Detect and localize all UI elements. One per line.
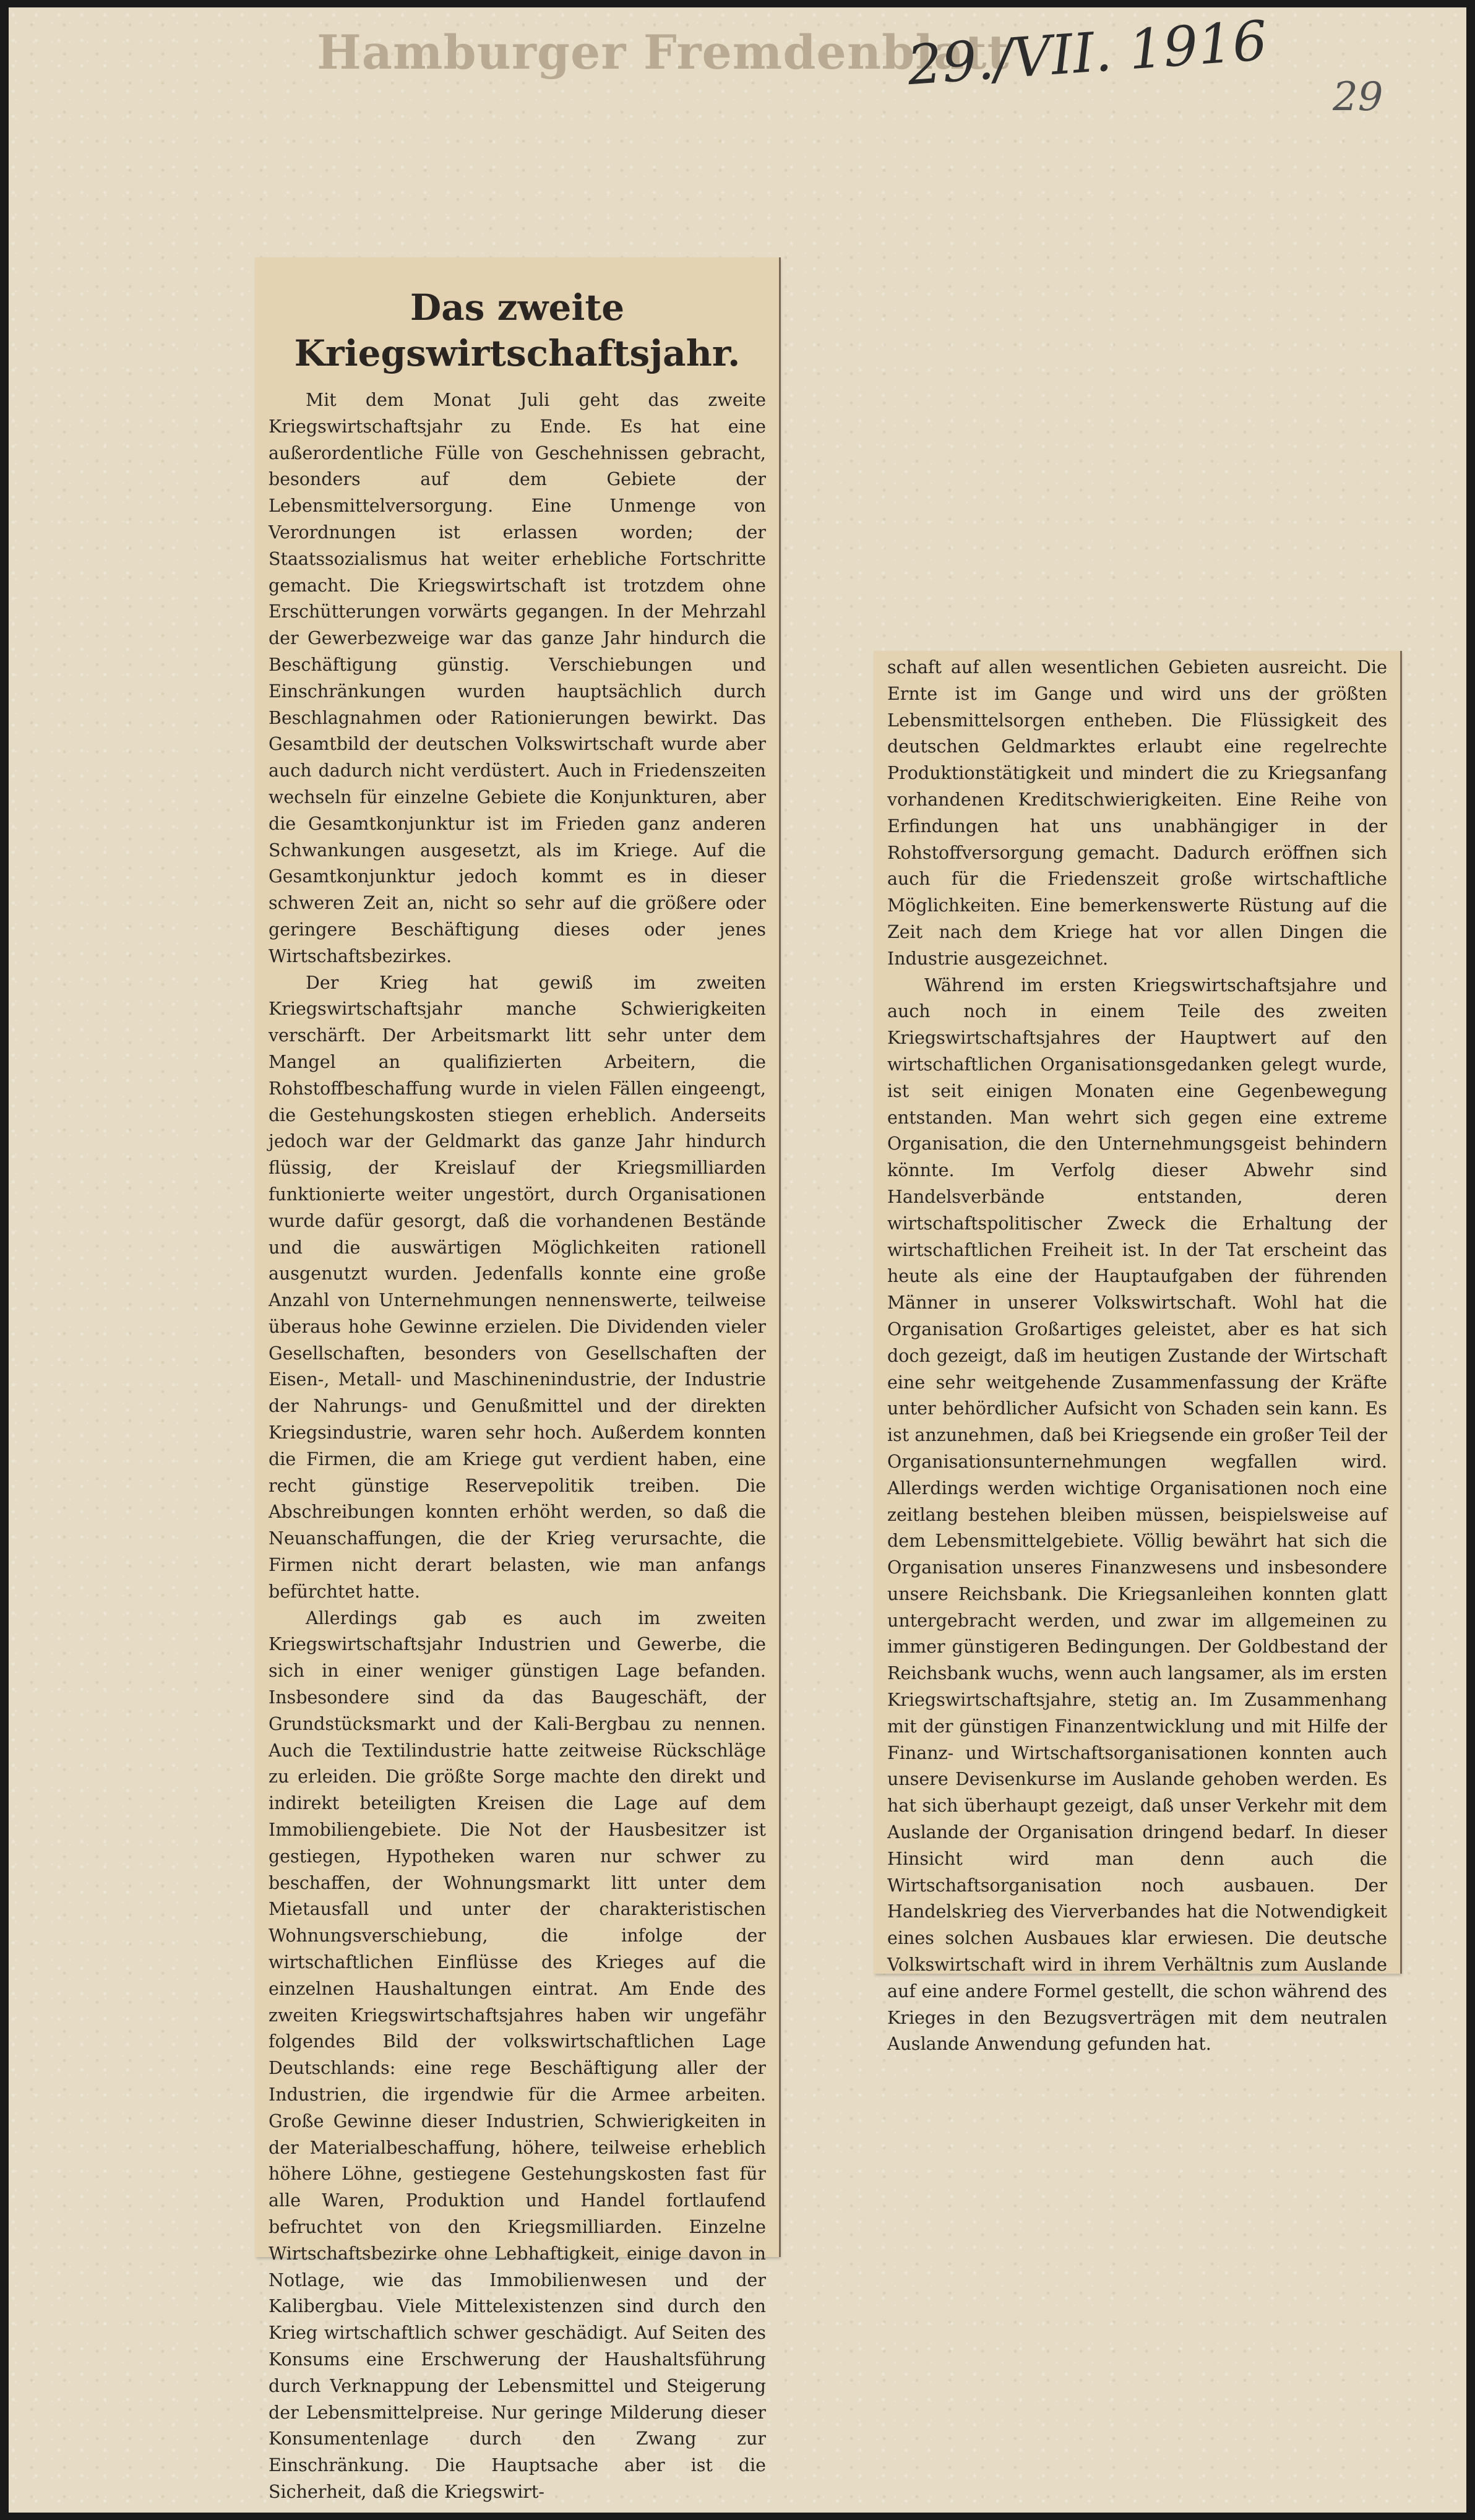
handwritten-page-number: 29 [1333, 74, 1383, 120]
clipping-edge [779, 257, 781, 2257]
clipping-left-text [269, 387, 766, 2502]
clipping-edge [1400, 651, 1402, 1974]
handwritten-date: 29./VII. 1916 [905, 8, 1270, 98]
clipping-right [874, 651, 1401, 2055]
article-headline: Das zweite Kriegswirtschaftsjahr. [294, 286, 741, 374]
article-paragraph: Allerdings gab es auch im zweiten Kriegswirtschaftsjahr Industrien und Gewerbe, die sich in einer weniger günstigen Lage befanden. Insbesondere sind da das Baugeschäft, der Grundstücksmarkt und der Kali-Bergbau zu nennen. Auch die Textilindustrie hatte zeitweise Rückschläge zu erleiden. Die größte Sorge machte den direkt und indirekt beteiligten Kreisen die Lage auf dem Immobiliengebiete. Die Not der Hausbesitzer ist gestiegen, Hypotheken waren nur schwer zu beschaffen, der Wohnungsmarkt litt unter dem Mietausfall und unter der charakteristischen Wohnungsverschiebung, die infolge der wirtschaftlichen Einflüsse des Krieges auf die einzelnen Haushaltungen eintrat. Am Ende des zweiten Kriegswirtschaftsjahres haben wir ungefähr folgendes Bild der volkswirtschaftlichen Lage Deutschlands: eine rege Beschäftigung aller der Industrien, die irgendwie für die Armee arbeiten. Große Gewinne dieser Industrien, Schwierigkeiten in der Materialbeschaffung, höhere, teilweise erheblich höhere Löhne, gestiegene Gestehungskosten fast für alle Waren, Produktion und Handel fortlaufend befruchtet von den Kriegsmilliarden. Einzelne Wirtschaftsbezirke ohne Lebhaftigkeit, einige davon in Notlage, wie das Immobilienwesen und der Kalibergbau. Viele Mittelexistenzen sind durch den Krieg wirtschaftlich schwer geschädigt. Auf Seiten des Konsums eine Erschwerung der Haushaltsführung durch Verknappung der Lebensmittel und Steigerung der Lebensmittelpreise. Nur geringe Milderung dieser Konsumentenlage durch den Zwang zur Einschränkung. Die Hauptsache aber ist die Sicherheit, daß die Kriegswirt- [269, 1607, 766, 2502]
newspaper-stamp: Hamburger Fremdenblatt [317, 25, 1010, 80]
article-paragraph: Der Krieg hat gewiß im zweiten Kriegswirtschaftsjahr manche Schwierigkeiten verschärft. Der Arbeitsmarkt litt sehr unter dem Mangel an qualifizierten Arbeitern, die Rohstoffbeschaffung wurde in vielen Fällen eingeengt, die Gestehungskosten stiegen erheblich. Anderseits jedoch war der Geldmarkt das ganze Jahr hindurch flüssig, der Kreislauf der Kriegsmilliarden funktionierte weiter ungestört, durch Organisationen wurde dafür gesorgt, daß die vorhandenen Bestände und die auswärtigen Möglichkeiten rationell ausgenutzt wurden. Jedenfalls konnte eine große Anzahl von Unternehmungen nennenswerte, teilweise überaus hohe Gewinne erzielen. Die Dividenden vieler Gesellschaften, besonders von Gesellschaften der Eisen-, Metall- und Maschinenindustrie, der Industrie der Nahrungs- und Genußmittel und der direkten Kriegsindustrie, waren sehr hoch. Außerdem konnten die Firmen, die am Kriege gut verdient haben, eine recht günstige Reservepolitik treiben. Die Abschreibungen konnten erhöht werden, so daß die Neuanschaffungen, die der Krieg verursachte, die Firmen nicht derart belasten, wie man anfangs befürchtet hatte. [269, 972, 766, 1602]
article-paragraph: schaft auf allen wesentlichen Gebieten ausreicht. Die Ernte ist im Gange und wird uns der größten Lebensmittelsorgen entheben. Die Flüssigkeit des deutschen Geldmarktes erlaubt eine regelrechte Produktionstätigkeit und mindert die zu Kriegsanfang vorhandenen Kreditschwierigkeiten. Eine Reihe von Erfindungen hat uns unabhängiger in der Rohstoffversorgung gemacht. Dadurch eröffnen sich auch für die Friedenszeit große wirtschaftliche Möglichkeiten. Eine bemerkenswerte Rüstung auf die Zeit nach dem Kriege hat vor allen Dingen die Industrie ausgezeichnet. [887, 657, 1387, 969]
clipping-right-text [887, 655, 1387, 2055]
archive-sheet [9, 7, 1466, 2513]
article-paragraph: Während im ersten Kriegswirtschaftsjahre und auch noch in einem Teile des zweiten Kriegswirtschaftsjahres der Hauptwert auf den wirtschaftlichen Organisationsgedanken gelegt wurde, ist seit einigen Monaten eine Gegenbewegung entstanden. Man wehrt sich gegen eine extreme Organisation, die den Unternehmungsgeist behindern könnte. Im Verfolg dieser Abwehr sind Handelsverbände entstanden, deren wirtschaftspolitischer Zweck die Erhaltung der wirtschaftlichen Freiheit ist. In der Tat erscheint das heute als eine der Hauptaufgaben der führenden Männer in unserer Volkswirtschaft. Wohl hat die Organisation Großartiges geleistet, aber es hat sich doch gezeigt, daß im heutigen Zustande der Wirtschaft eine sehr weitgehende Zusammenfassung der Kräfte unter behördlicher Aufsicht von Schaden sein kann. Es ist anzunehmen, daß bei Kriegsende ein großer Teil der Organisationsunternehmungen wegfallen wird. Allerdings werden wichtige Organisationen noch eine zeitlang bestehen bleiben müssen, beispielsweise auf dem Lebensmittelgebiete. Völlig bewährt hat sich die Organisation unseres Finanzwesens und insbesondere unsere Reichsbank. Die Kriegsanleihen konnten glatt untergebracht werden, und zwar im allgemeinen zu immer günstigeren Bedingungen. Der Goldbestand der Reichsbank wuchs, wenn auch langsamer, als im ersten Kriegswirtschaftsjahre, stetig an. Im Zusammenhang mit der günstigen Finanzentwicklung und mit Hilfe der Finanz- und Wirtschaftsorganisationen konnten auch unsere Devisenkurse im Auslande gehoben werden. Es hat sich überhaupt gezeigt, daß unser Verkehr mit dem Auslande der Organisation dringend bedarf. In dieser Hinsicht wird man denn auch die Wirtschaftsorganisation noch ausbauen. Der Handelskrieg des Vierverbandes hat die Notwendigkeit eines solchen Ausbaues klar erwiesen. Die deutsche Volkswirtschaft wird in ihrem Verhältnis zum Auslande auf eine andere Formel gestellt, die schon während des Krieges in den Bezugsverträgen mit dem neutralen Auslande Anwendung gefunden hat. [887, 974, 1387, 2055]
clipping-left [255, 257, 780, 2502]
article-paragraph: Mit dem Monat Juli geht das zweite Kriegswirtschaftsjahr zu Ende. Es hat eine außerordentliche Fülle von Geschehnissen gebracht, besonders auf dem Gebiete der Lebensmittelversorgung. Eine Unmenge von Verordnungen ist erlassen worden; der Staatssozialismus hat weiter erhebliche Fortschritte gemacht. Die Kriegswirtschaft ist trotzdem ohne Erschütterungen vorwärts gegangen. In der Mehrzahl der Gewerbezweige war das ganze Jahr hindurch die Beschäftigung günstig. Verschiebungen und Einschränkungen wurden hauptsächlich durch Beschlagnahmen oder Rationierungen bewirkt. Das Gesamtbild der deutschen Volkswirtschaft wurde aber auch dadurch nicht verdüstert. Auch in Friedenszeiten wechseln für einzelne Gebiete die Konjunkturen, aber die Gesamtkonjunktur ist im Frieden ganz anderen Schwankungen ausgesetzt, als im Kriege. Auf die Gesamtkonjunktur jedoch kommt es in dieser schweren Zeit an, nicht so sehr auf die größere oder geringere Beschäftigung dieses oder jenes Wirtschaftsbezirkes. [269, 390, 766, 966]
